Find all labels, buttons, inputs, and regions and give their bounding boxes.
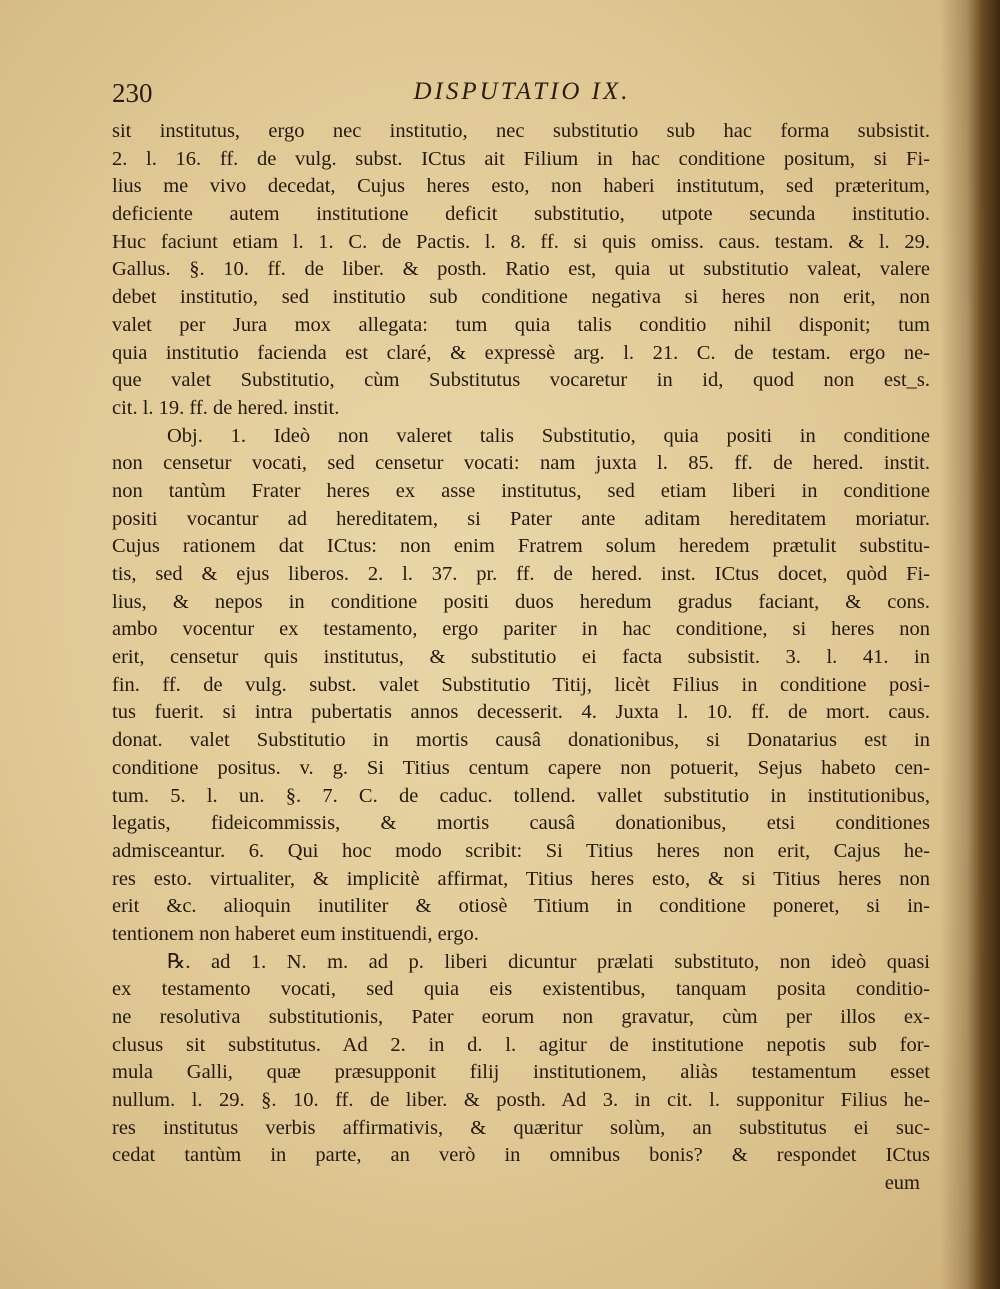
text-line: que valet Substitutio, cùm Substitutus vocaretur in id, quod non est_s. bbox=[112, 369, 930, 392]
text-line: res esto. virtualiter, & implicitè affirmat, Titius heres esto, & si Titius heres non bbox=[112, 867, 930, 890]
text-line: lius, & nepos in conditione positi duos heredum gradus faciant, & cons. bbox=[112, 590, 930, 613]
text-line: cedat tantùm in parte, an verò in omnibus bonis? & respondet ICtus bbox=[112, 1144, 930, 1167]
text-line: nullum. l. 29. §. 10. ff. de liber. & posth. Ad 3. in cit. l. supponitur Filius he- bbox=[112, 1089, 930, 1112]
book-spine-shadow bbox=[940, 0, 1000, 1289]
text-line: Huc faciunt etiam l. 1. C. de Pactis. l. 8. ff. si quis omiss. caus. testam. & l. 29. bbox=[112, 230, 930, 253]
text-line: tum. 5. l. un. §. 7. C. de caduc. tollend. vallet substitutio in institutionibus, bbox=[112, 784, 930, 807]
text-line: ambo vocentur ex testamento, ergo pariter in hac conditione, si heres non bbox=[112, 618, 930, 641]
page-header bbox=[112, 78, 932, 110]
text-line: valet per Jura mox allegata: tum quia talis conditio nihil disponit; tum bbox=[112, 313, 930, 336]
text-line: Obj. 1. Ideò non valeret talis Substitutio, quia positi in conditione bbox=[167, 424, 930, 447]
text-line: cit. l. 19. ff. de hered. instit. bbox=[112, 396, 340, 419]
text-line: mula Galli, quæ præsupponit filij institutionem, aliàs testamentum esset bbox=[112, 1061, 930, 1084]
body-text bbox=[112, 118, 930, 1198]
text-line: donat. valet Substitutio in mortis causâ donationibus, si Donatarius est in bbox=[112, 729, 930, 752]
catchword: eum bbox=[884, 1172, 920, 1195]
text-line: erit, censetur quis institutus, & substitutio ei facta subsistit. 3. l. 41. in bbox=[112, 646, 930, 669]
text-line: res institutus verbis affirmativis, & quæritur solùm, an substitutus ei suc- bbox=[112, 1116, 930, 1139]
text-line: ℞. ad 1. N. m. ad p. liberi dicuntur prælati substituto, non ideò quasi bbox=[167, 950, 930, 973]
text-line: non censetur vocati, sed censetur vocati: nam juxta l. 85. ff. de hered. instit. bbox=[112, 452, 930, 475]
running-title: DISPUTATIO IX. bbox=[413, 78, 631, 105]
text-line: deficiente autem institutione deficit substitutio, utpote secunda institutio. bbox=[112, 203, 930, 226]
text-line: debet institutio, sed institutio sub conditione negativa si heres non erit, non bbox=[112, 286, 930, 309]
text-line: lius me vivo decedat, Cujus heres esto, non haberi institutum, sed præteritum, bbox=[112, 175, 930, 198]
text-line: tentionem non haberet eum instituendi, ergo. bbox=[112, 922, 479, 945]
text-line: quia institutio facienda est claré, & expressè arg. l. 21. C. de testam. ergo ne- bbox=[112, 341, 930, 364]
text-line: clusus sit substitutus. Ad 2. in d. l. agitur de institutione nepotis sub for- bbox=[112, 1033, 930, 1056]
text-line: Gallus. §. 10. ff. de liber. & posth. Ratio est, quia ut substitutio valeat, valere bbox=[112, 258, 930, 281]
text-line: non tantùm Frater heres ex asse institutus, sed etiam liberi in conditione bbox=[112, 479, 930, 502]
text-line: erit &c. alioquin inutiliter & otiosè Titium in conditione poneret, si in- bbox=[112, 895, 930, 918]
text-line: ne resolutiva substitutionis, Pater eorum non gravatur, cùm per illos ex- bbox=[112, 1006, 930, 1028]
text-line: positi vocantur ad hereditatem, si Pater ante aditam hereditatem moriatur. bbox=[112, 507, 930, 530]
text-line: tis, sed & ejus liberos. 2. l. 37. pr. ff. de hered. inst. ICtus docet, quòd Fi- bbox=[112, 563, 930, 585]
text-line: Cujus rationem dat ICtus: non enim Fratrem solum heredem prætulit substitu- bbox=[112, 535, 930, 558]
page-number: 230 bbox=[112, 78, 153, 108]
text-line: conditione positus. v. g. Si Titius centum capere non potuerit, Sejus habeto cen- bbox=[112, 756, 930, 779]
text-line: legatis, fideicommissis, & mortis causâ donationibus, etsi conditiones bbox=[112, 812, 930, 835]
text-line: ex testamento vocati, sed quia eis existentibus, tanquam posita conditio- bbox=[112, 978, 930, 1001]
text-line: fin. ff. de vulg. subst. valet Substitutio Titij, licèt Filius in conditione posi- bbox=[112, 673, 930, 696]
text-line: tus fuerit. si intra pubertatis annos decesserit. 4. Juxta l. 10. ff. de mort. caus. bbox=[112, 701, 930, 724]
text-line: 2. l. 16. ff. de vulg. subst. ICtus ait Filium in hac conditione positum, si Fi- bbox=[112, 147, 930, 170]
text-line: sit institutus, ergo nec institutio, nec substitutio sub hac forma subsistit. bbox=[112, 120, 930, 142]
text-line: admisceantur. 6. Qui hoc modo scribit: Si Titius heres non erit, Cajus he- bbox=[112, 839, 930, 862]
